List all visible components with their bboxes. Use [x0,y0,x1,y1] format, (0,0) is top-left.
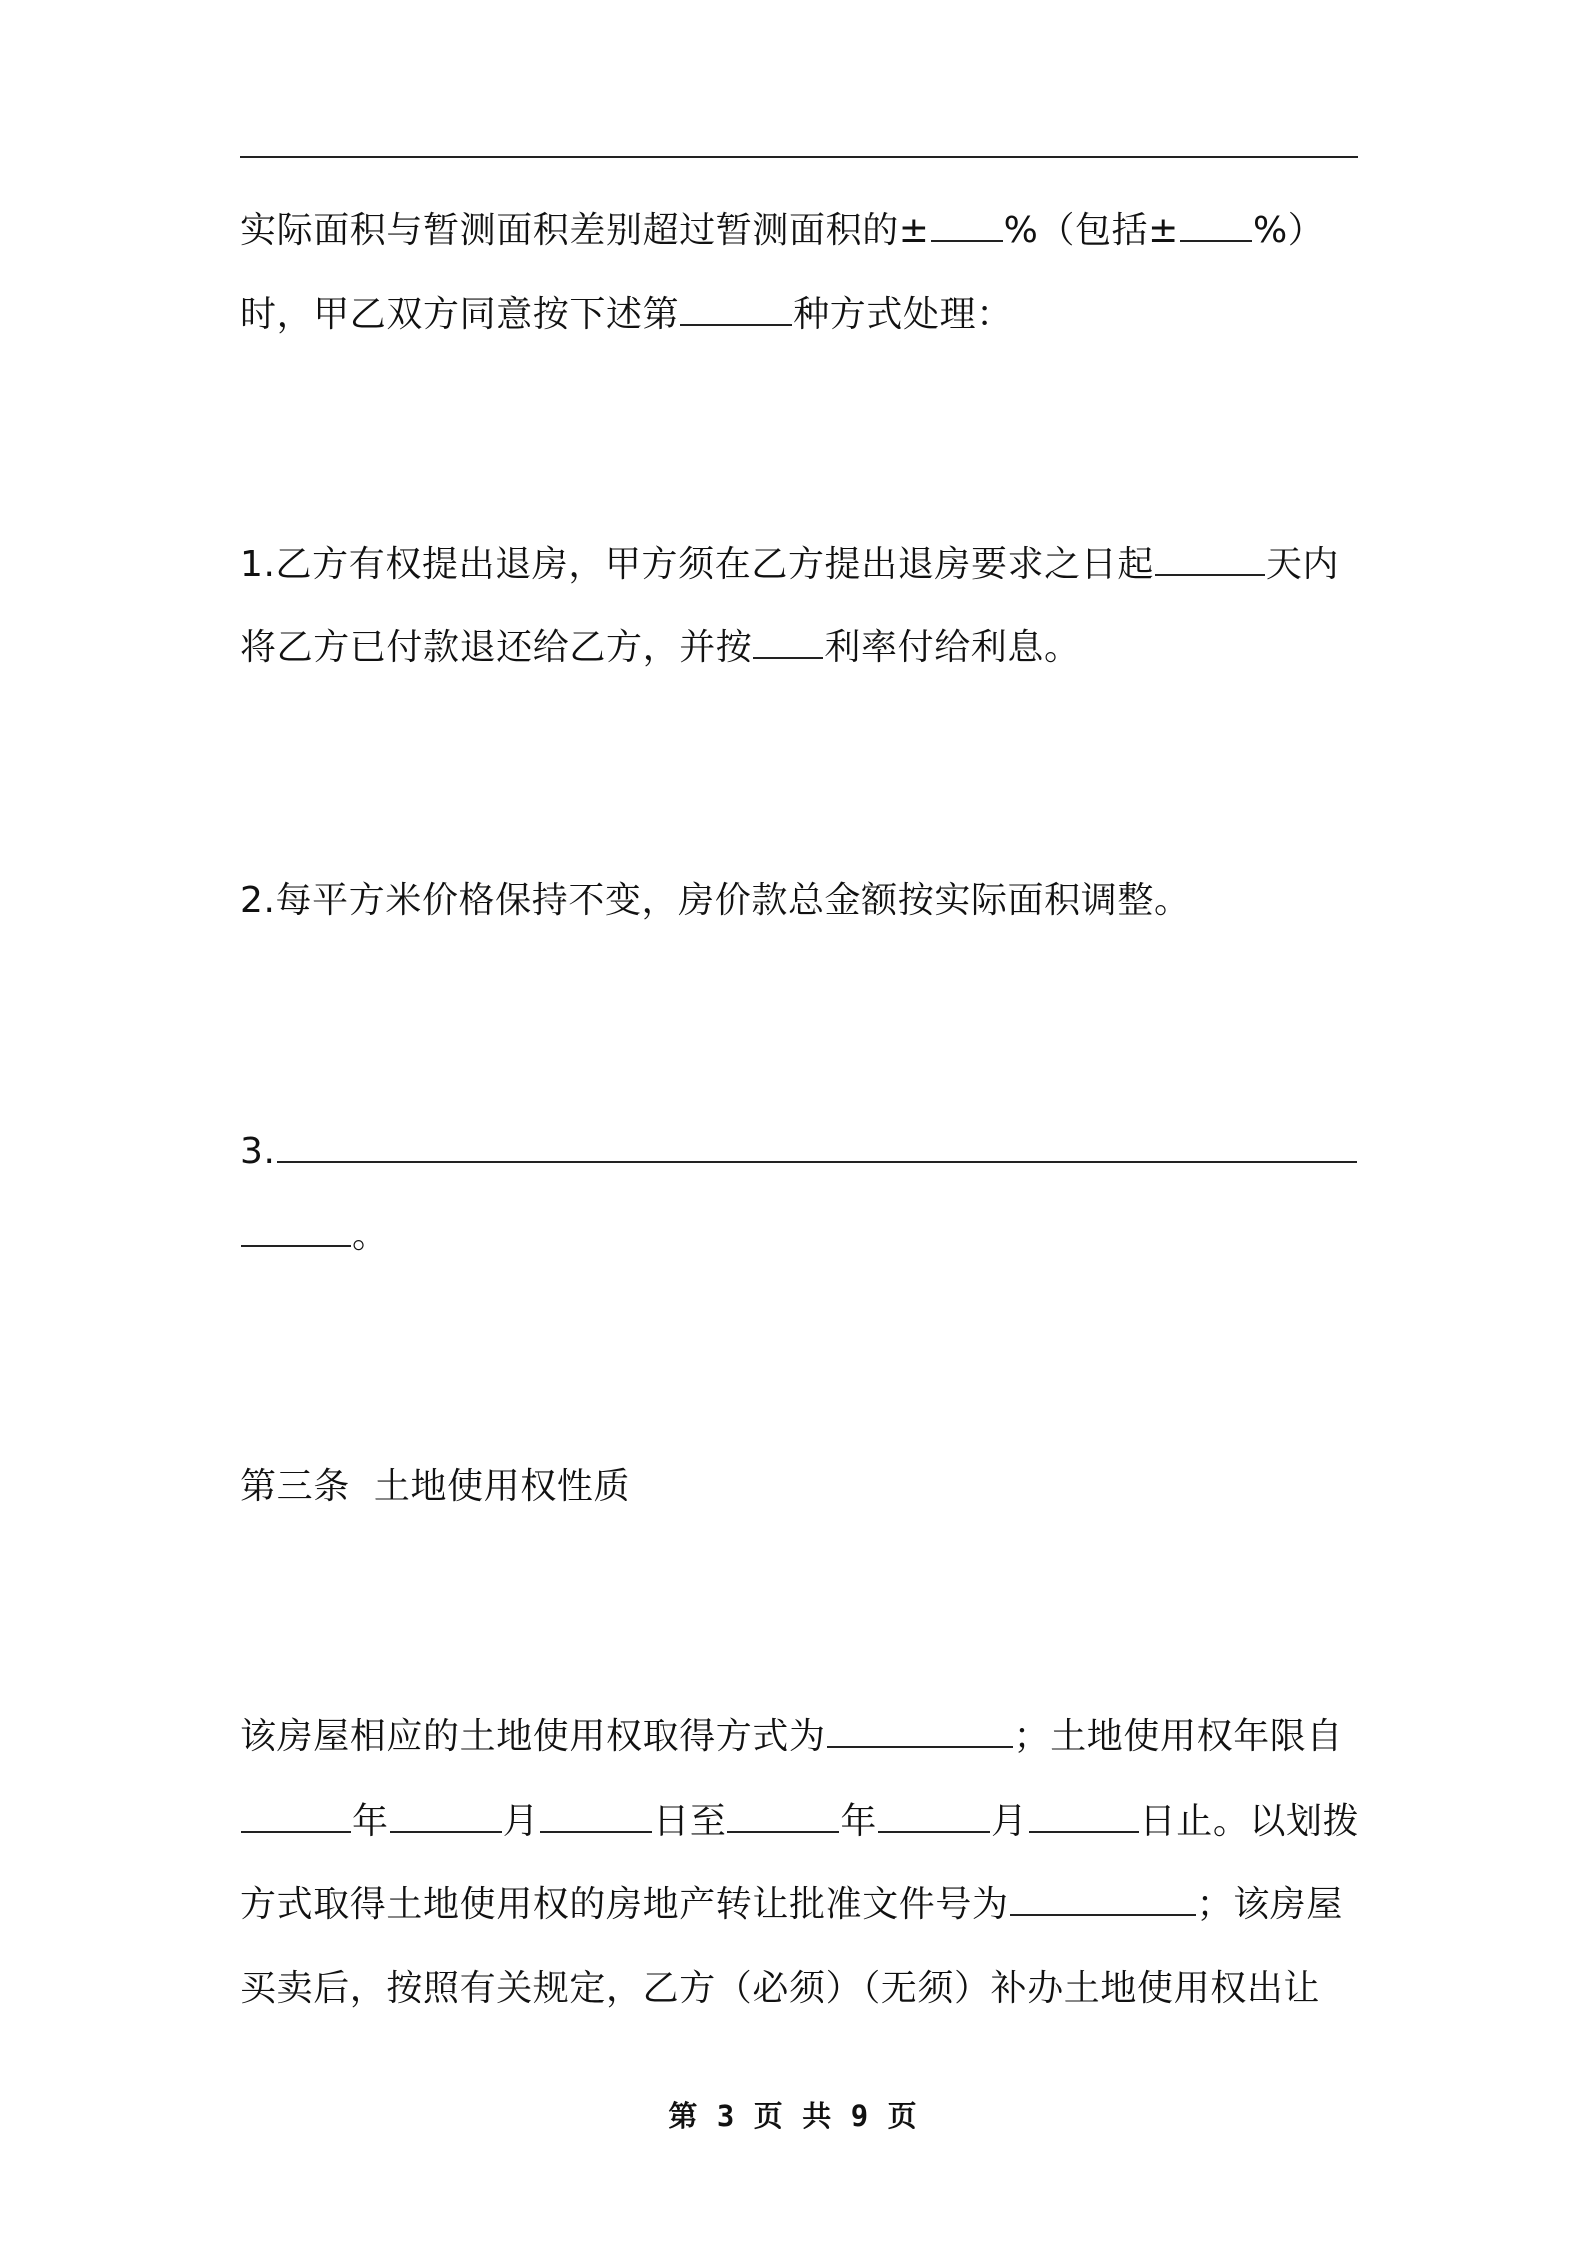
text-segment: %） [1252,210,1325,251]
text-segment: 月 [502,1801,540,1842]
blank-field [753,623,823,659]
item-1-line-1 [240,540,1360,590]
text-segment: 2.每平方米价格保持不变，房价款总金额按实际面积调整。 [240,880,1191,921]
para-area-diff-line-1 [240,206,1360,256]
text-segment: 。 [352,1215,389,1256]
text-segment: 方式取得土地使用权的房地产转让批准文件号为 [240,1884,1009,1925]
text-segment: ；土地使用权年限自 [1013,1716,1344,1757]
para-area-diff-line-2 [240,290,1360,340]
text-segment: 日至 [653,1801,727,1842]
blank-field [878,1797,990,1833]
blank-field [1155,540,1265,576]
blank-field [390,1797,502,1833]
land-use-line-3 [240,1880,1360,1930]
text-segment: 该房屋相应的土地使用权取得方式为 [240,1716,826,1757]
blank-field [727,1797,839,1833]
land-use-line-1 [240,1712,1360,1762]
header-rule [240,156,1358,158]
text-segment: 1.乙方有权提出退房，甲方须在乙方提出退房要求之日起 [240,544,1154,585]
blank-field [1029,1797,1139,1833]
text-segment: 将乙方已付款退还给乙方，并按 [240,627,753,668]
text-segment: %（包括± [1003,210,1179,251]
text-segment: 3. [240,1131,276,1172]
text-segment: 年 [840,1801,878,1842]
item-3-line-1 [240,1127,1360,1177]
blank-field [931,206,1003,242]
item-1-line-2 [240,623,1360,673]
blank-field [1010,1880,1196,1916]
text-segment: 年 [352,1801,389,1842]
text-segment: 时，甲乙双方同意按下述第 [240,294,680,335]
text-segment: ；该房屋 [1196,1884,1344,1925]
blank-field [680,290,792,326]
text-segment: 月 [991,1801,1028,1842]
item-3-line-2 [240,1211,1360,1261]
land-use-line-4 [240,1964,1360,2014]
text-segment: 日止。以划拨 [1139,1801,1360,1842]
blank-field [241,1211,351,1247]
text-segment: 利率付给利息。 [824,627,1081,668]
text-segment: 第三条 土地使用权性质 [240,1466,631,1507]
blank-field [277,1127,1357,1163]
section-heading [240,1462,1360,1512]
page-number: 第 3 页 共 9 页 [668,2099,918,2133]
blank-field [1180,206,1252,242]
item-2-line [240,876,1360,926]
blank-field [827,1712,1013,1748]
text-segment: 实际面积与暂测面积差别超过暂测面积的± [240,210,930,251]
text-segment: 种方式处理： [793,294,1013,335]
text-segment: 天内 [1265,544,1340,585]
blank-field [241,1797,351,1833]
land-use-line-2 [240,1797,1360,1847]
text-segment: 买卖后，按照有关规定，乙方（必须）（无须）补办土地使用权出让 [240,1968,1321,2009]
blank-field [540,1797,652,1833]
